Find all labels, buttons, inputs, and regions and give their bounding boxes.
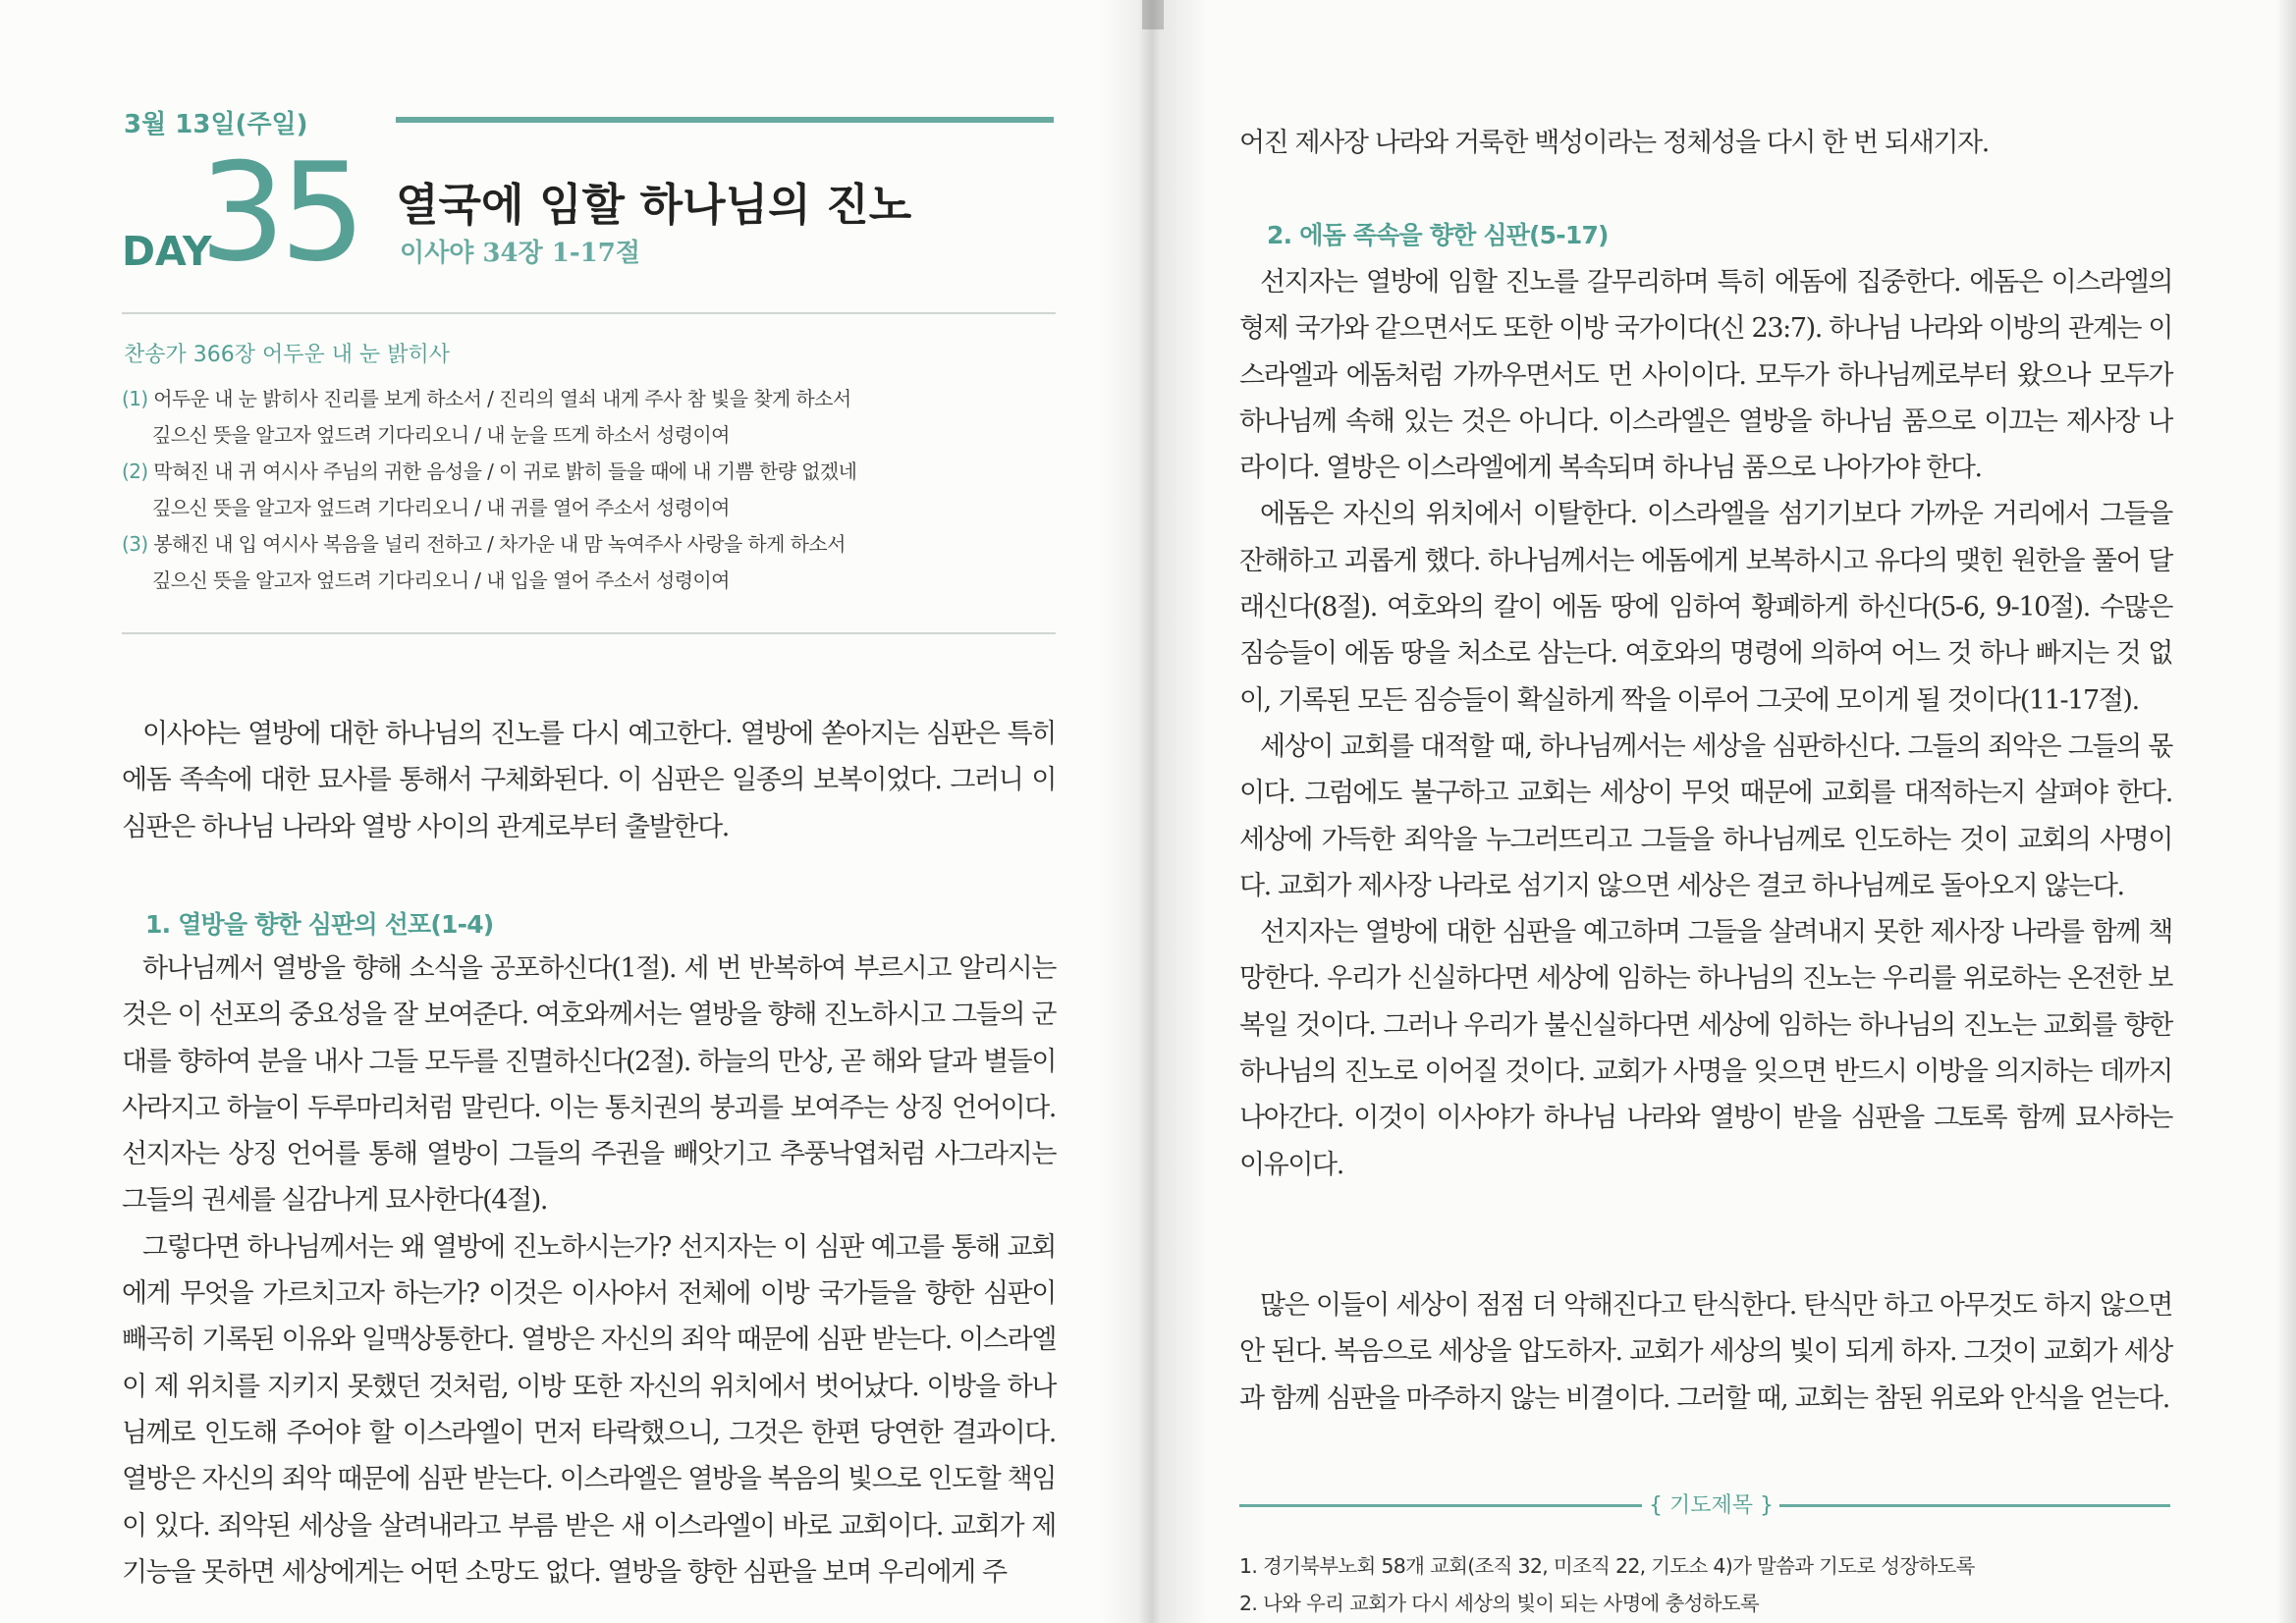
scripture-reference: 이사야 34장 1-17절 — [400, 239, 640, 268]
hymn-line: 깊으신 뜻을 알고자 엎드려 기다리오니 / 내 눈을 뜨게 하소서 성령이여 — [152, 423, 730, 447]
day-label: DAY — [122, 228, 212, 275]
hymn-line: 깊으신 뜻을 알고자 엎드려 기다리오니 / 내 귀를 열어 주소서 성령이여 — [152, 496, 730, 519]
hymn-line: (1) 어두운 내 눈 밝히사 진리를 보게 하소서 / 진리의 열쇠 내게 주사 참 빛을 찾게 하소서 — [122, 387, 851, 410]
intro-paragraph: 이사야는 열방에 대한 하나님의 진노를 다시 예고한다. 열방에 쏟아지는 심판은 특히 에돔 족속에 대한 묘사를 통해서 구체화된다. 이 심판은 일종의 보복이었다. 그러니 이 심판은 하나님 나라와 열방 사이의 관계로부터 출발한다. — [122, 719, 1056, 842]
section-1-body: 하나님께서 열방을 향해 소식을 공포하신다(1절). 세 번 반복하여 부르시고 알리시는 것은 이 선포의 중요성을 잘 보여준다. 여호와께서는 열방을 향해 진노하시고 그들의 군대를 향하여 분을 내사 그들 모두를 진멸하신다(2절). 하늘의 만상, 곧 해와 달과 별들이 사라지고 하늘이 두루마리처럼 말린다. 이는 통치권의 붕괴를 보여주는 상징 언어이다. 선지자는 상징 언어를 통해 열방이 그들의 주권을 빼앗기고 추풍낙엽처럼 사그라지는 그들의 권세를 실감나게 묘사한다(4절). 그렇다면 하나님께서는 왜 열방에 진노하시는가? 선지자는 이 심판 예고를 통해 교회에게 무엇을 가르치고자 하는가? 이것은 이사야서 전체에 이방 국가들을 향한 심판이 빼곡히 기록된 이유와 일맥상통한다. 열방은 자신의 죄악 때문에 심판 받는다. 이스라엘이 제 위치를 지키지 못했던 것처럼, 이방 또한 자신의 위치에서 벗어났다. 이방을 하나님께로 인도해 주어야 할 이스라엘이 먼저 타락했으니, 그것은 한편 당연한 결과이다. 열방은 자신의 죄악 때문에 심판 받는다. 이스라엘은 열방을 복음의 빛으로 인도할 책임이 있다. 죄악된 세상을 살려내라고 부름 받은 새 이스라엘이 바로 교회이다. 교회가 제 기능을 못하면 세상에게는 어떤 소망도 없다. 열방을 향한 심판을 보며 우리에게 주 — [122, 953, 1056, 1588]
day-number: 35 — [199, 134, 360, 292]
page-edge-shadow — [2276, 0, 2296, 1623]
book-gutter-shadow — [1100, 0, 1208, 1623]
prayer-title: { 기도제목 } — [1643, 1488, 1779, 1519]
devotional-date: 3월 13일(주일) — [124, 110, 308, 139]
prayer-rule-right — [1764, 1504, 2170, 1507]
prayer-list — [1239, 1547, 2182, 1622]
continuation-paragraph: 어진 제사장 나라와 거룩한 백성이라는 정체성을 다시 한 번 되새기자. — [1239, 128, 1989, 158]
section-2-heading: 2. 에돔 족속을 향한 심판(5-17) — [1267, 221, 1609, 249]
closing-paragraph: 많은 이들이 세상이 점점 더 악해진다고 탄식한다. 탄식만 하고 아무것도 하지 않으면 안 된다. 복음으로 세상을 압도하자. 교회가 세상의 빛이 되게 하자. 그것이 교회가 세상과 함께 심판을 마주하지 않는 비결이다. 그러할 때, 교회는 참된 위로와 안식을 얻는다. — [1239, 1290, 2172, 1414]
prayer-rule-left — [1239, 1504, 1642, 1507]
prayer-item: 2. 나와 우리 교회가 다시 세상의 빛이 되는 사명에 충성하도록 — [1239, 1592, 1759, 1615]
section-1-heading: 1. 열방을 향한 심판의 선포(1-4) — [145, 910, 494, 939]
hymn-title: 찬송가 366장 어두운 내 눈 밝히사 — [124, 343, 450, 367]
hymn-verses — [122, 381, 1065, 599]
hymn-line: (2) 막혀진 내 귀 여시사 주님의 귀한 음성을 / 이 귀로 밝히 들을 때에 내 기쁨 한량 없겠네 — [122, 460, 857, 483]
gutter-top-shade — [1142, 0, 1164, 29]
prayer-item: 1. 경기북부노회 58개 교회(조직 32, 미조직 22, 기도소 4)가 말씀과 기도로 성장하도록 — [1239, 1554, 1975, 1578]
page-title: 열국에 임할 하나님의 진노 — [396, 179, 912, 231]
hymn-line: (3) 봉해진 내 입 여시사 복음을 널리 전하고 / 차가운 내 맘 녹여주사 사랑을 하게 하소서 — [122, 532, 846, 556]
hymn-line: 깊으신 뜻을 알고자 엎드려 기다리오니 / 내 입을 열어 주소서 성령이여 — [152, 568, 730, 592]
header-rule — [396, 117, 1054, 123]
section-2-body: 선지자는 열방에 임할 진노를 갈무리하며 특히 에돔에 집중한다. 에돔은 이스라엘의 형제 국가와 같으면서도 또한 이방 국가이다(신 23:7). 하나님 나라와 이방의 관계는 이스라엘과 에돔처럼 가까우면서도 먼 사이이다. 모두가 하나님께로부터 왔으나 모두가 하나님께 속해 있는 것은 아니다. 이스라엘은 열방을 하나님 품으로 이끄는 제사장 나라이다. 열방은 이스라엘에게 복속되며 하나님 품으로 나아가야 한다. 에돔은 자신의 위치에서 이탈한다. 이스라엘을 섬기기보다 가까운 거리에서 그들을 잔해하고 괴롭게 했다. 하나님께서는 에돔에게 보복하시고 유다의 맺힌 원한을 풀어 달래신다(8절). 여호와의 칼이 에돔 땅에 임하여 황폐하게 하신다(5-6, 9-10절). 수많은 짐승들이 에돔 땅을 처소로 삼는다. 여호와의 명령에 의하여 어느 것 하나 빠지는 것 없이, 기록된 모든 짐승들이 확실하게 짝을 이루어 그곳에 모이게 될 것이다(11-17절). 세상이 교회를 대적할 때, 하나님께서는 세상을 심판하신다. 그들의 죄악은 그들의 몫이다. 그럼에도 불구하고 교회는 세상이 무엇 때문에 교회를 대적하는지 살펴야 한다. 세상에 가득한 죄악을 누그러뜨리고 그들을 하나님께로 인도하는 것이 교회의 사명이다. 교회가 제사장 나라로 섬기지 않으면 세상은 결코 하나님께로 돌아오지 않는다. 선지자는 열방에 대한 심판을 예고하며 그들을 살려내지 못한 제사장 나라를 함께 책망한다. 우리가 신실하다면 세상에 임하는 하나님의 진노는 우리를 위로하는 온전한 보복일 것이다. 그러나 우리가 불신실하다면 세상에 임하는 하나님의 진노는 교회를 향한 하나님의 진노로 이어질 것이다. 교회가 사명을 잊으면 반드시 이방을 의지하는 데까지 나아간다. 이것이 이사야가 하나님 나라와 열방이 받을 심판을 그토록 함께 묘사하는 이유이다. — [1239, 267, 2172, 1180]
divider-top — [122, 312, 1056, 314]
divider-bottom — [122, 632, 1056, 634]
